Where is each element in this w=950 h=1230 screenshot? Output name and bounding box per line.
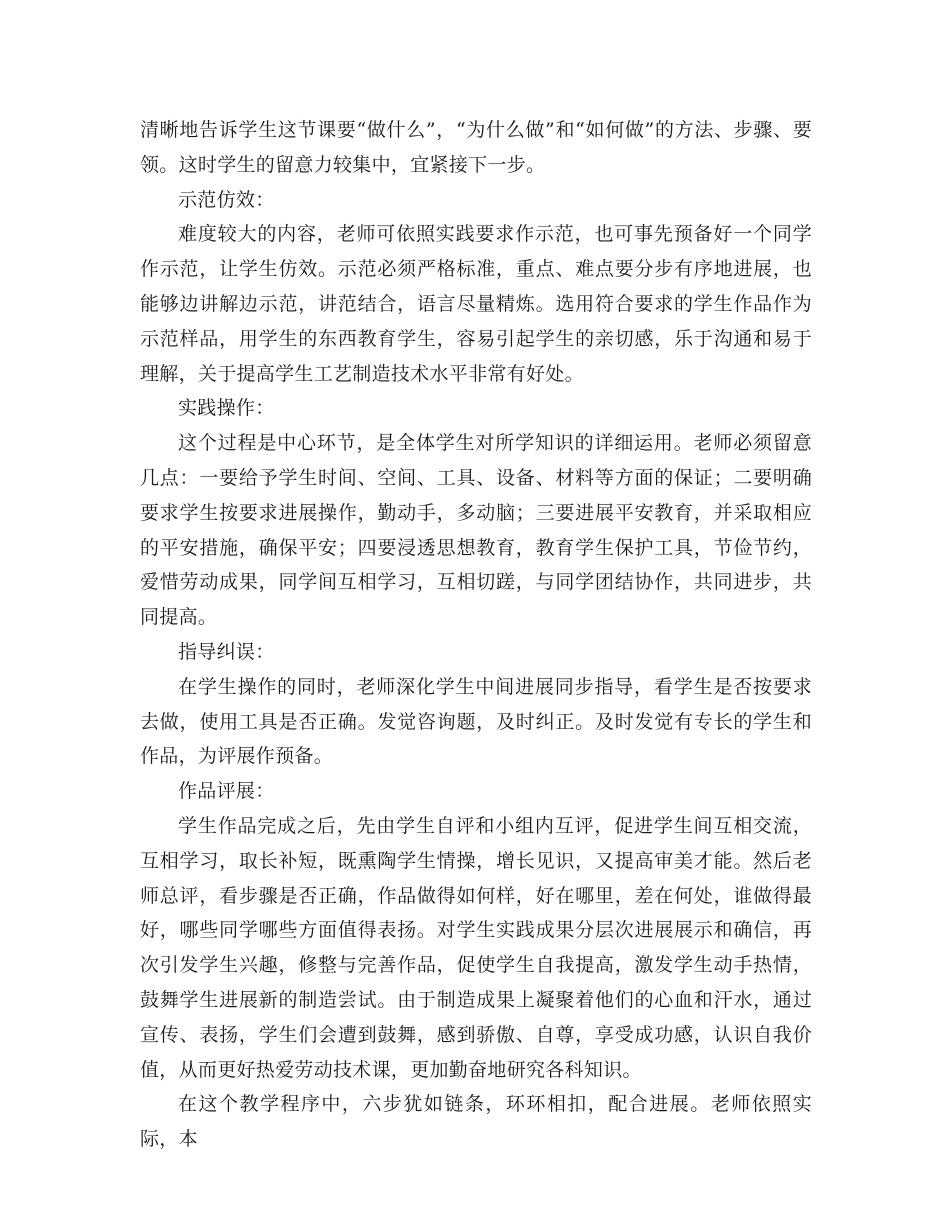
section-heading-evaluation: 作品评展： [178,780,275,803]
section-heading-practice: 实践操作： [178,397,275,420]
paragraph-guidance: 在学生操作的同时，老师深化学生中间进展同步指导，看学生是否按要求去做，使用工具是否正确。发觉咨询题，及时纠正。及时发觉有专长的学生和作品，为评展作预备。 [140,675,812,768]
paragraph-summary: 在这个教学程序中，六步犹如链条，环环相扣，配合进展。老师依照实际，本 [140,1093,812,1151]
paragraph-continuation: 清晰地告诉学生这节课要“做什么”，“为什么做”和“如何做”的方法、步骤、要领。这时学生的留意力较集中，宜紧接下一步。 [140,119,812,176]
section-heading-demonstration: 示范仿效： [178,188,275,211]
paragraph-demonstration: 难度较大的内容，老师可依照实践要求作示范，也可事先预备好一个同学作示范，让学生仿效。示范必须严格标准，重点、难点要分步有序地进展，也能够边讲解边示范，讲范结合，语言尽量精炼。选用符合要求的学生作品作为示范样品，用学生的东西教育学生，容易引起学生的亲切感，乐于沟通和易于理解，关于提高学生工艺制造技术水平非常有好处。 [140,223,812,385]
section-heading-guidance: 指导纠误： [178,640,275,663]
paragraph-evaluation: 学生作品完成之后，先由学生自评和小组内互评，促进学生间互相交流，互相学习，取长补短，既熏陶学生情操，增长见识，又提高审美才能。然后老师总评，看步骤是否正确，作品做得如何样，好在哪里，差在何处，谁做得最好，哪些同学哪些方面值得表扬。对学生实践成果分层次进展展示和确信，再次引发学生兴趣，修整与完善作品，促使学生自我提高，激发学生动手热情，鼓舞学生进展新的制造尝试。由于制造成果上凝聚着他们的心血和汗水，通过宣传、表扬，学生们会遭到鼓舞，感到骄傲、自尊，享受成功感，认识自我价值，从而更好热爱劳动技术课，更加勤奋地研究各科知识。 [140,814,812,1081]
document-body [140,113,812,1157]
paragraph-practice: 这个过程是中心环节，是全体学生对所学知识的详细运用。老师必须留意几点：一要给予学生时间、空间、工具、设备、材料等方面的保证；二要明确要求学生按要求进展操作，勤动手，多动脑；三要进展平安教育，并采取相应的平安措施，确保平安；四要浸透思想教育，教育学生保护工具，节俭节约，爱惜劳动成果，同学间互相学习，互相切蹉，与同学团结协作，共同进步，共同提高。 [140,432,812,629]
